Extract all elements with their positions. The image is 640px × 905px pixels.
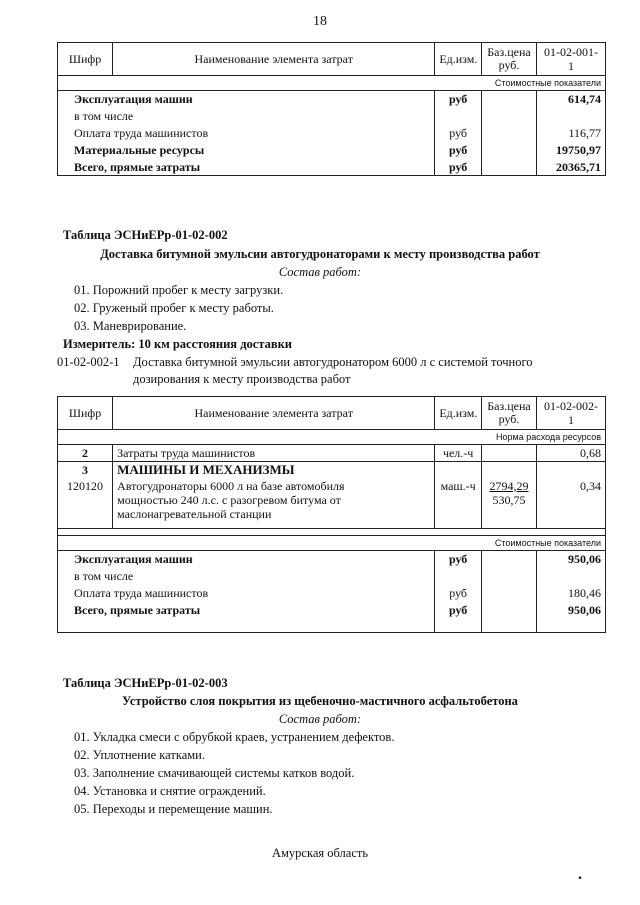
row-value: 614,74 [537, 91, 606, 108]
row-number: 2 [58, 445, 113, 462]
header-unit: Ед.изм. [435, 43, 482, 76]
row-labor-name: Затраты труда машинистов [113, 445, 435, 462]
table-code: 01-02-002-1 [537, 397, 606, 430]
work-step: 04. Установка и снятие ограждений. [74, 784, 266, 798]
cost-indicators-label: Стоимостные показатели [58, 536, 606, 551]
header-price: Баз.цена руб. [481, 43, 536, 76]
row-total-direct-costs: Всего, прямые затраты [58, 602, 435, 619]
row-value: 0,68 [537, 445, 606, 462]
row-material-resources: Материальные ресурсы [58, 142, 435, 159]
row-unit: чел.-ч [435, 445, 482, 462]
machine-price: 2794,29 530,75 [481, 479, 536, 529]
work-step: 02. Уплотнение катками. [74, 748, 205, 762]
item-code: 01-02-002-1 [57, 355, 120, 369]
row-value: 0,34 [537, 479, 606, 529]
row-unit: руб [435, 551, 482, 568]
cost-table-1 [57, 42, 606, 176]
row-value: 950,06 [537, 551, 606, 568]
item-description-line1: Доставка битумной эмульсии автогудронатором 6000 л с системой точного [133, 355, 533, 369]
row-including: в том числе [58, 108, 435, 125]
header-name: Наименование элемента затрат [113, 43, 435, 76]
resource-norm-label: Норма расхода ресурсов [58, 430, 606, 445]
row-value: 20365,71 [537, 159, 606, 176]
header-code: Шифр [58, 43, 113, 76]
header-name: Наименование элемента затрат [113, 397, 435, 430]
machine-description: Автогудронаторы 6000 л на базе автомобиля мощностью 240 л.с. с разогревом битума от маслонагревательной станции [113, 479, 435, 529]
work-step: 03. Маневрирование. [74, 319, 187, 333]
table-title-002: Таблица ЭСНиЕРр-01-02-002 [63, 228, 228, 242]
footer-region: Амурская область [271, 846, 369, 860]
work-step: 01. Укладка смеси с обрубкой краев, устранением дефектов. [74, 730, 395, 744]
row-unit: маш.-ч [435, 479, 482, 529]
row-value: 950,06 [537, 602, 606, 619]
item-description-line2: дозирования к месту производства работ [133, 372, 351, 386]
section-title-002: Доставка битумной эмульсии автогудронаторами к месту производства работ [100, 247, 540, 261]
section-title-003: Устройство слоя покрытия из щебеночно-мастичного асфальтобетона [122, 694, 518, 708]
machine-code: 120120 [58, 479, 113, 529]
table-code: 01-02-001-1 [537, 43, 606, 76]
row-unit: руб [435, 125, 482, 142]
row-machine-operation: Эксплуатация машин [58, 91, 435, 108]
row-machines-heading: МАШИНЫ И МЕХАНИЗМЫ [113, 462, 435, 479]
cost-table-2 [57, 396, 606, 633]
work-step: 05. Переходы и перемещение машин. [74, 802, 273, 816]
work-step: 03. Заполнение смачивающей системы катков водой. [74, 766, 355, 780]
work-step: 01. Порожний пробег к месту загрузки. [74, 283, 284, 297]
header-price: Баз.цена руб. [481, 397, 536, 430]
row-value: 180,46 [537, 585, 606, 602]
row-unit: руб [435, 585, 482, 602]
composition-label: Состав работ: [278, 265, 362, 279]
row-including: в том числе [58, 568, 435, 585]
row-machine-operation: Эксплуатация машин [58, 551, 435, 568]
row-unit: руб [435, 602, 482, 619]
row-number: 3 [58, 462, 113, 479]
row-unit: руб [435, 91, 482, 108]
row-operator-wages: Оплата труда машинистов [58, 585, 435, 602]
header-unit: Ед.изм. [435, 397, 482, 430]
meter: Измеритель: 10 км расстояния доставки [63, 337, 293, 351]
cost-indicators-label: Стоимостные показатели [58, 76, 606, 91]
composition-label: Состав работ: [278, 712, 362, 726]
header-code: Шифр [58, 397, 113, 430]
row-value: 19750,97 [537, 142, 606, 159]
page-number: 18 [313, 14, 327, 29]
row-unit: руб [435, 159, 482, 176]
row-unit: руб [435, 142, 482, 159]
row-value: 116,77 [537, 125, 606, 142]
corner-mark: . [578, 866, 582, 883]
row-total-direct-costs: Всего, прямые затраты [58, 159, 435, 176]
work-step: 02. Груженый пробег к месту работы. [74, 301, 274, 315]
row-operator-wages: Оплата труда машинистов [58, 125, 435, 142]
table-title-003: Таблица ЭСНиЕРр-01-02-003 [63, 676, 228, 690]
